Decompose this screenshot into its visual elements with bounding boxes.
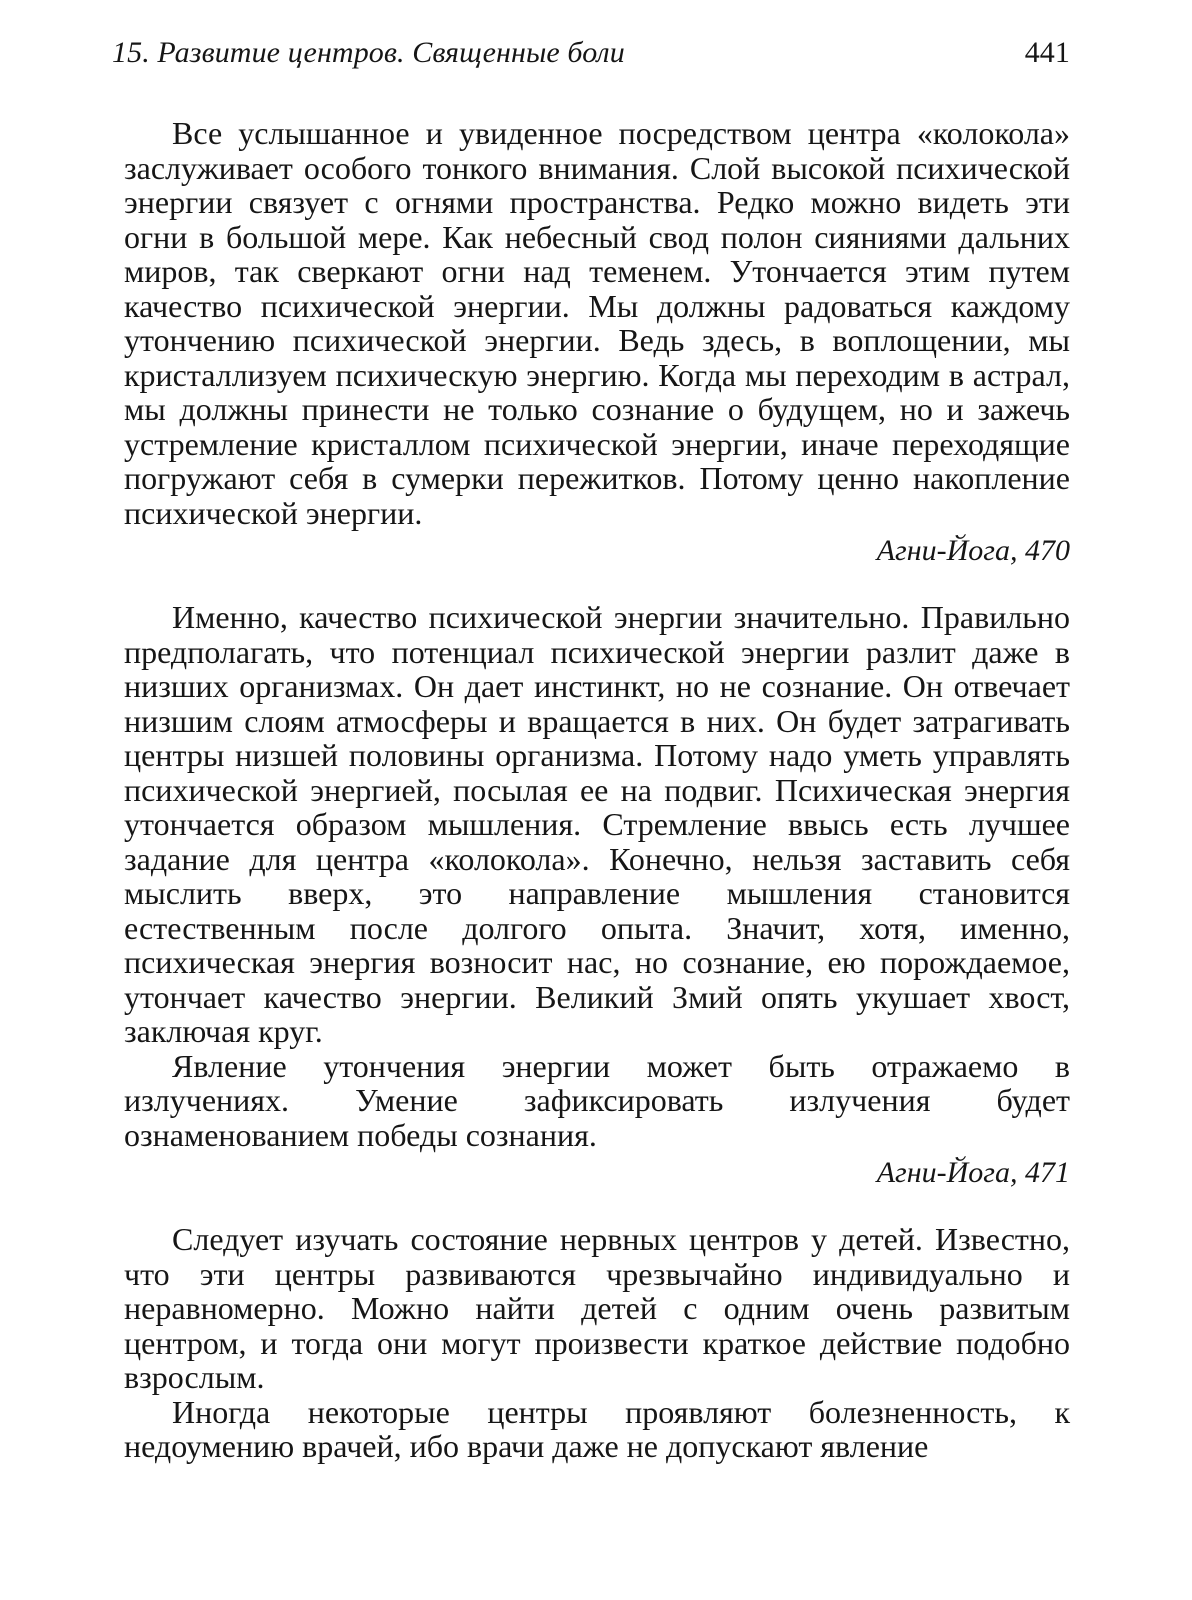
quote-entry-next — [124, 1222, 1070, 1464]
page-header — [112, 36, 1070, 70]
paragraph: Иногда некоторые центры проявляют болезненность, к недоумению врачей, ибо врачи даже не допускают явление — [124, 1393, 1070, 1464]
quote-source: Агни-Йога, 471 — [876, 1156, 1070, 1189]
paragraph: Именно, качество психической энергии значительно. Правильно предполагать, что потенциал психической энергии разлит даже в низших организмах. Он дает инстинкт, но не сознание. Он отвечает низшим слоям атмосферы и вращается в них. Он будет затрагивать центры низшей половины организма. Потому надо уметь управлять психической энергией, посылая ее на подвиг. Психическая энергия утончается образом мышления. Стремление ввысь есть лучшее задание для центра «колокола». Конечно, нельзя заставить себя мыслить вверх, это направление мышления становится естественным после долгого опыта. Значит, хотя, именно, психическая энергия возносит нас, но сознание, ею порождаемое, утончает качество энергии. Великий Змий опять укушает хвост, заключая круг. — [124, 599, 1070, 1049]
paragraph: Явление утончения энергии может быть отражаемо в излучениях. Умение зафиксировать излучения будет ознаменованием победы сознания. — [124, 1047, 1070, 1153]
paragraph: Следует изучать состояние нервных центров у детей. Известно, что эти центры развиваются чрезвычайно индивидуально и неравномерно. Можно найти детей с одним очень развитым центром, и тогда они могут произвести краткое действие подобно взрослым. — [124, 1221, 1070, 1395]
quote-entry-471 — [124, 600, 1070, 1190]
quote-source: Агни-Йога, 470 — [876, 534, 1070, 567]
page-number: 441 — [1024, 36, 1070, 69]
quote-entry-470 — [124, 116, 1070, 568]
paragraph: Все услышанное и увиденное посредством центра «колокола» заслуживает особого тонкого внимания. Слой высокой психической энергии связует с огнями пространства. Редко можно видеть эти огни в большой мере. Как небесный свод полон сияниями дальних миров, так сверкают огни над теменем. Утончается этим путем качество психической энергии. Мы должны радоваться каждому утончению психической энергии. Ведь здесь, в воплощении, мы кристаллизуем психическую энергию. Когда мы переходим в астрал, мы должны принести не только сознание о будущем, но и зажечь устремление кристаллом психической энергии, иначе переходящие погружают себя в сумерки пережитков. Потому ценно накопление психической энергии. — [124, 115, 1070, 531]
running-title: 15. Развитие центров. Священные боли — [112, 36, 625, 69]
page-body — [124, 116, 1070, 1464]
